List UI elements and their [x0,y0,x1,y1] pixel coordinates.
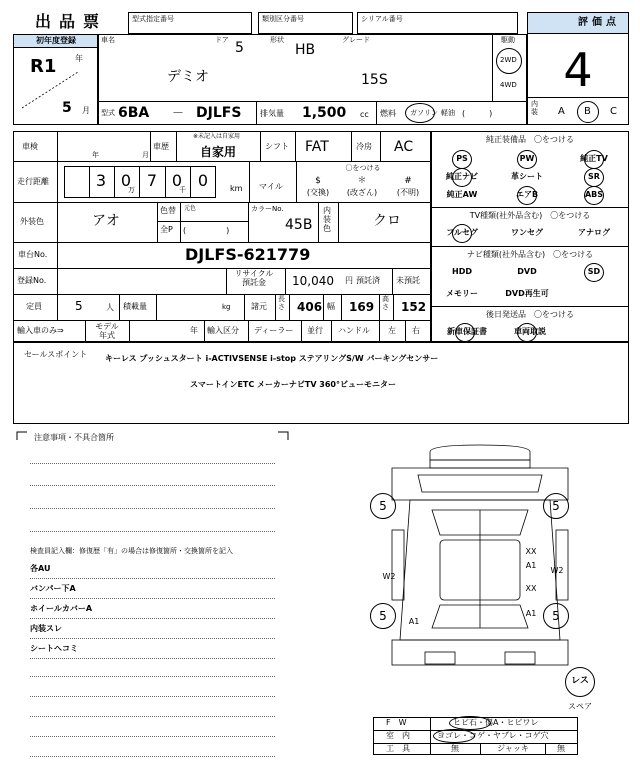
width: 169 [349,300,375,314]
equip-r2-circle-0 [452,168,472,187]
fuel-circle [405,103,435,123]
color-number: 45B [285,217,313,233]
katashiki-shitei-box: 型式指定番号 [128,12,252,34]
tire-value: 5 [552,609,560,623]
navi-type-1: DVD [517,267,537,276]
damage-mark: A1 [525,609,537,618]
gojitsu-manual: 車両取説 [514,327,546,336]
serial-box: シリアル番号 [357,12,518,34]
naiso-label: 内装 [531,100,538,116]
fw-circle [449,716,491,730]
fuel: ガソリン [410,109,438,117]
tv-type-1: ワンセグ [511,228,543,237]
aircon: AC [394,139,414,155]
equip-r3-1: エアB [515,190,539,199]
tire-value: 5 [552,499,560,513]
equip-r1-circle-0 [452,150,472,169]
tire-value: 5 [379,609,387,623]
navi-type-0: HDD [452,267,472,276]
navi-type-circle-2 [584,263,604,282]
damage-item: バンパー下A [30,584,76,593]
equip-r3-2: ABS [584,190,604,199]
equip-r1-circle-1 [517,150,537,169]
equip-r2-1: 革シート [511,172,543,181]
displacement: 1,500 [302,105,347,121]
shift: FAT [305,139,329,155]
length: 406 [297,300,323,314]
damage-mark: A1 [525,561,537,570]
recycle-fee: 10,040 [292,274,334,288]
model-code-a: 6BA [118,105,150,121]
exterior-color: アオ [92,213,120,229]
gojitsu-manual-circle [517,323,537,342]
score-value: 4 [563,43,593,97]
fw-condition: ヒビ石・傷A・ヒビワレ [453,718,539,727]
damage-item: 内装スレ [30,624,62,633]
tv-type-2: アナログ [578,228,610,237]
equip-r2-circle-2 [584,168,604,187]
odometer-digit: 0 [197,171,209,190]
gojitsu-warranty-circle [455,323,475,342]
spare-label: スペア [568,702,592,711]
sales-line-2: スマートインETC メーカーナビTV 360°ビューモニター [190,380,396,389]
navi-dvd: DVD再生可 [505,289,549,298]
gojitsu-warranty: 新車保証書 [447,327,487,336]
damage-mark: W2 [550,566,564,575]
odometer-digit: 3 [95,171,107,190]
equip-r2-2: SR [588,172,600,181]
equip-r1-0: PS [456,154,468,163]
interior-circle [433,729,475,743]
odometer-digit: 7 [146,171,158,190]
damage-item: ホイールカバーA [30,604,93,613]
equip-r1-circle-2 [584,150,604,169]
chassis-number: DJLFS-621779 [185,245,311,264]
drive-2wd-circle [496,48,522,74]
damage-mark: W2 [382,572,396,581]
interior-color: クロ [373,213,401,229]
page-title: 出品票 [35,12,108,31]
odometer-boxes [64,166,216,198]
capacity: 5 [75,299,83,313]
damage-item: シートヘコミ [30,644,78,653]
notes-frame [15,430,290,764]
ruibetsu-box: 類別区分番号 [258,12,353,34]
damage-mark: XX [525,547,537,556]
car-diagram [370,440,590,680]
registration-month: 5 [62,100,72,116]
registration-label: 初年度登録 [36,36,76,45]
equip-r1-1: PW [519,154,535,163]
navi-type-2: SD [587,267,601,276]
body-shape: HB [295,42,316,58]
height: 152 [401,300,427,314]
tv-type-circle-0 [452,224,472,243]
damage-mark: A1 [408,617,420,626]
registration-era: R1 [30,56,57,77]
navi-memory: メモリー [446,289,478,298]
door-count: 5 [235,40,244,56]
tv-type-0: フルセグ [446,228,478,237]
spare-value: レス [571,676,589,686]
tire-value: 5 [379,499,387,513]
naiso-a: A [558,106,565,117]
equip-r3-circle-1 [517,186,537,205]
car-name: デミオ [167,69,209,85]
damage-item: 各AU [30,564,51,573]
inspector-label: 検査員記入欄：修復歴「有」の場合は修復箇所・交換箇所を記入 [30,547,233,555]
equip-r1-2: 純正TV [580,154,608,163]
recycle-label: リサイクル預託金 [234,269,274,287]
grade: 15S [361,72,388,88]
naiso-b-circle [577,101,599,123]
interior-condition: ヨゴレ・コゲ・ヤブレ・コゲ穴 [437,731,549,740]
naiso-b: B [584,106,591,117]
drive-2wd: 2WD [500,56,517,64]
car-history: 自家用 [200,145,237,159]
model-code-b: DJLFS [196,105,242,121]
score-label: 評価点 [578,17,620,28]
notes-label: 注意事項・不具合箇所 [34,433,114,442]
equip-r3-circle-2 [584,186,604,205]
equip-r2-0: 純正ナビ [446,172,478,181]
equip-r3-0: 純正AW [446,190,478,199]
naiso-c: C [610,106,617,117]
damage-mark: XX [525,584,537,593]
sales-line-1: キーレス プッシュスタート i-ACTIVSENSE i-stop ステアリングS/W パーキングセンサー [105,354,439,363]
odometer-digit: 0 [120,171,132,190]
odometer-digit: 0 [171,171,183,190]
drive-4wd: 4WD [500,81,517,89]
